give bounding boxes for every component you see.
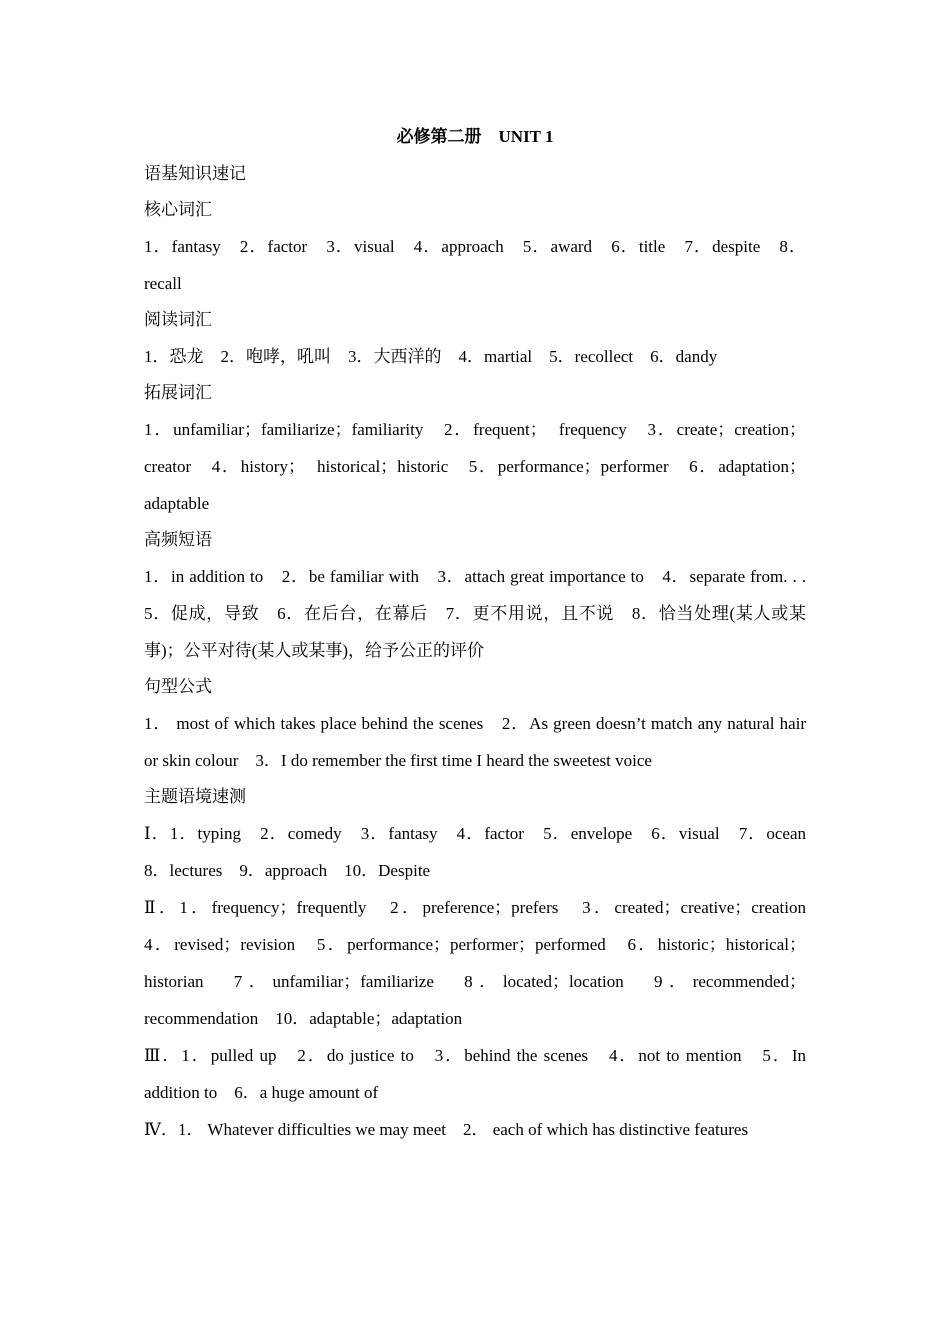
reading-vocab-heading: 阅读词汇	[144, 310, 212, 330]
phrases-heading: 高频短语	[144, 530, 212, 550]
context-test-part-2: Ⅱ．1．frequency；frequently 2．preference；prefers 3．created；creative；creation 4．revised；revision 5．performance；performer；performed 6．historic；historical；historian 7．unfamiliar；familiarize 8．located；location 9．recommended；recommendation 10．adaptable；adaptation	[144, 898, 823, 1028]
context-test-part-4: Ⅳ．1． Whatever difficulties we may meet 2． each of which has distinctive features	[144, 1120, 749, 1139]
reading-vocab-answers: 1．恐龙 2．咆哮，吼叫 3．大西洋的 4．martial 5．recollect 6．dandy	[144, 347, 718, 366]
core-vocab-answers: 1．fantasy 2．factor 3．visual 4．approach 5．award 6．title 7．despite 8．recall	[144, 237, 806, 293]
page-title: 必修第二册 UNIT 1	[396, 127, 554, 146]
section-heading-main: 语基知识速记	[144, 164, 246, 184]
patterns-answers: 1． most of which takes place behind the scenes 2．As green doesn’t match any natural hair or skin colour 3．I do remember the first time I heard the sweetest voice	[144, 714, 806, 770]
context-test-part-3: Ⅲ．1．pulled up 2．do justice to 3．behind the scenes 4．not to mention 5．In addition to 6．a huge amount of	[144, 1046, 806, 1102]
core-vocab-heading: 核心词汇	[144, 200, 212, 220]
extended-vocab-answers: 1．unfamiliar；familiarize；familiarity 2．frequent； frequency 3．create；creation；creator 4．history； historical；historic 5．performance；performer 6．adaptation；adaptable	[144, 420, 806, 513]
context-test-heading: 主题语境速测	[144, 787, 246, 807]
patterns-heading: 句型公式	[144, 677, 212, 697]
context-test-part-1: Ⅰ．1．typing 2．comedy 3．fantasy 4．factor 5．envelope 6．visual 7．ocean 8．lectures 9．approach 10．Despite	[144, 824, 823, 880]
extended-vocab-heading: 拓展词汇	[144, 383, 212, 403]
phrases-answers: 1．in addition to 2．be familiar with 3．attach great importance to 4．separate from. . . 5．促成，导致 6．在后台，在幕后 7．更不用说，且不说 8．恰当处理(某人或某事)；公平对待(某人或某事)，给予公正的评价	[144, 567, 823, 660]
document-page	[144, 118, 823, 1148]
